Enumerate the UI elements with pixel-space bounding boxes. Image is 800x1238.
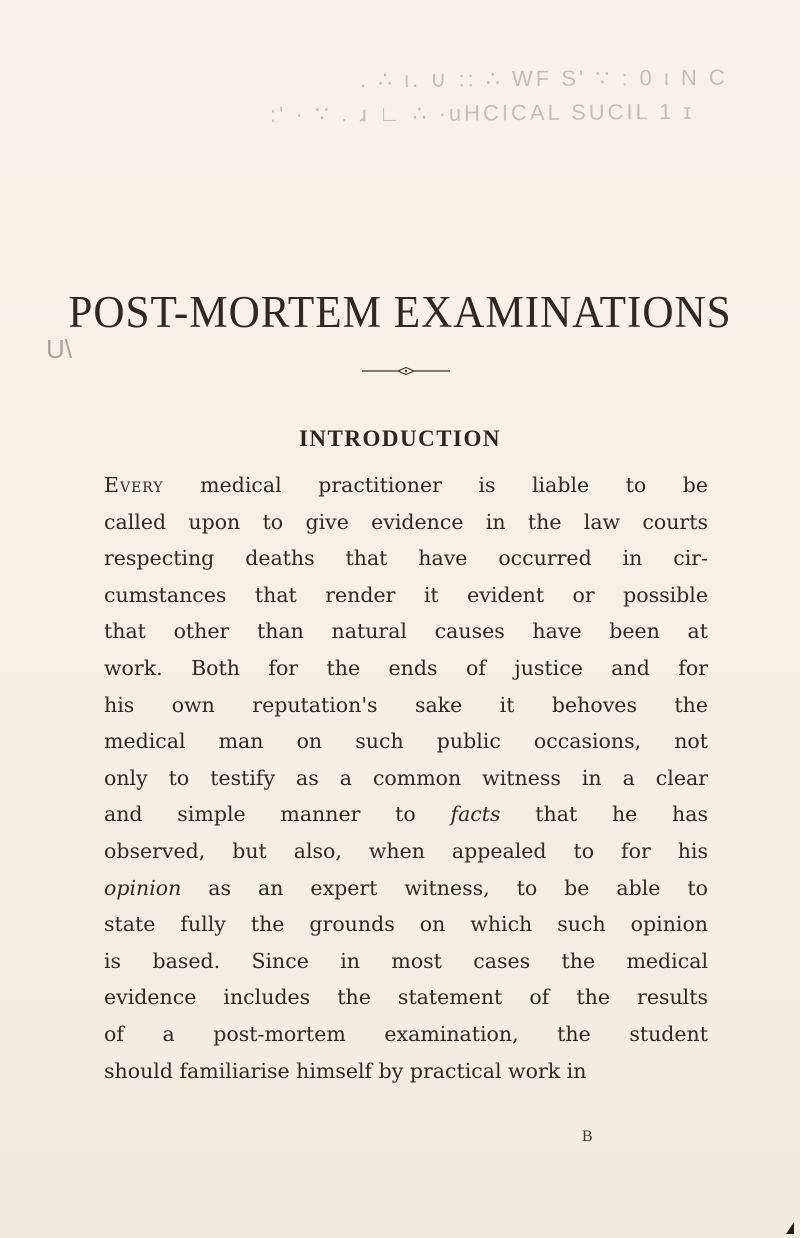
stamp-line-1: . ∴ ι. ∪ :: ∴ WF S' ∵ : 0 ι N C	[359, 64, 728, 93]
text-line: medical man on such public occasions, not	[104, 729, 708, 754]
text-line: should familiarise himself by practical work in	[104, 1058, 587, 1083]
text-line: state fully the grounds on which such opinion	[104, 912, 708, 937]
library-stamp	[270, 60, 790, 132]
text-line: called upon to give evidence in the law courts	[104, 509, 708, 534]
text-line: cumstances that render it evident or possible	[104, 582, 708, 607]
page-title: POST-MORTEM EXAMINATIONS	[68, 287, 732, 337]
first-word: Every	[104, 473, 164, 497]
text-line: that other than natural causes have been at	[104, 619, 708, 644]
text-line: observed, but also, when appealed to for his	[104, 838, 708, 863]
stamp-line-2: :' · ∵ . ɹ ∟ ∴ ·uHCICAL SUCIL 1 ɪ	[270, 98, 695, 127]
emphasis-opinion: opinion	[104, 875, 182, 900]
text-line: work. Both for the ends of justice and for	[104, 655, 708, 680]
section-heading: INTRODUCTION	[298, 426, 502, 451]
text-line: his own reputation's sake it behoves the	[104, 692, 708, 717]
text-line: is based. Since in most cases the medical	[104, 948, 708, 973]
text-line: of a post-mortem examination, the student	[104, 1021, 708, 1046]
text-line: only to testify as a common witness in a clear	[104, 765, 708, 790]
scan-corner-icon	[786, 1222, 794, 1234]
text-line: evidence includes the statement of the results	[104, 985, 708, 1010]
text-line: and simple manner to facts that he has	[104, 802, 708, 827]
margin-pencil-mark: U\	[46, 334, 72, 364]
text-line: respecting deaths that have occurred in cir-	[104, 546, 708, 571]
printer-signature-mark: B	[582, 1128, 593, 1145]
body-paragraph	[104, 467, 708, 1089]
text-line: opinion as an expert witness, to be able to	[104, 875, 708, 900]
text-line: Every medical practitioner is liable to be	[104, 473, 708, 497]
emphasis-facts: facts	[450, 802, 501, 827]
ornament-divider-icon	[362, 366, 450, 376]
